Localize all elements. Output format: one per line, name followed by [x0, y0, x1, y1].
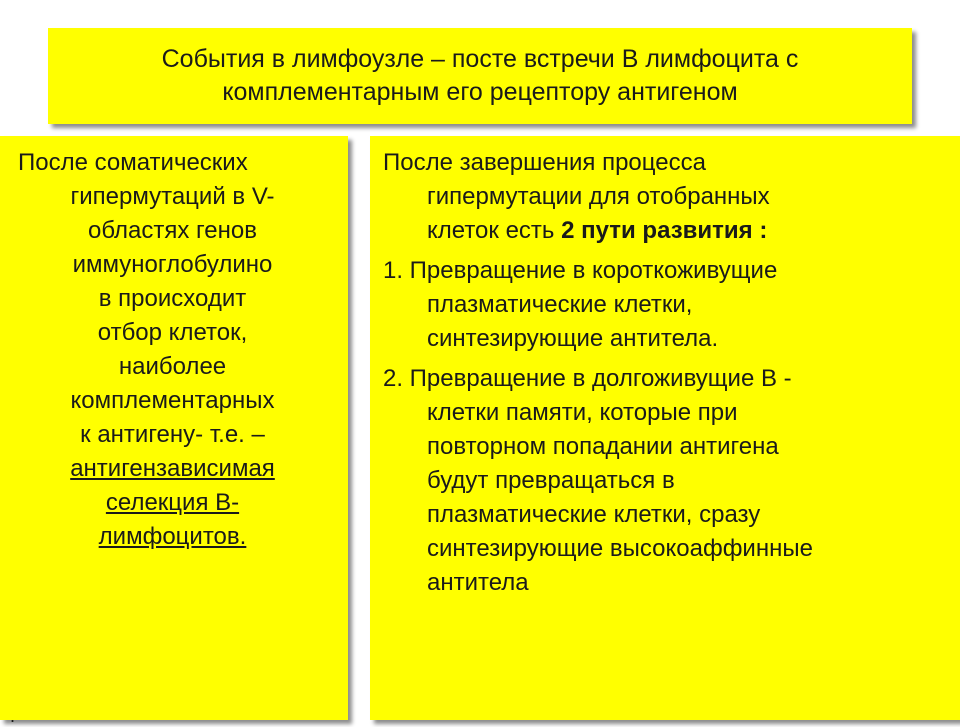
- left-line: к антигену- т.е. –: [80, 421, 265, 448]
- left-underlined-line: селекция В-: [105, 489, 240, 516]
- left-underlined-line: лимфоцитов.: [98, 523, 247, 550]
- left-line: гипермутаций в V-: [70, 183, 275, 210]
- intro-line-prefix: клеток есть: [427, 217, 562, 244]
- title-line-1: События в лимфоузле – посте встречи В лимфоцита с: [161, 45, 799, 73]
- point-1-paragraph: [383, 254, 953, 356]
- left-line: иммуноглобулино: [72, 251, 273, 278]
- left-line: комплементарных: [70, 387, 275, 414]
- left-line: отбор клеток,: [97, 319, 248, 346]
- left-underlined-line: антигензависимая: [70, 455, 275, 482]
- left-line: в происходит: [98, 285, 247, 312]
- intro-paragraph: [383, 146, 953, 248]
- point-2-line: клетки памяти, которые при: [427, 399, 738, 426]
- left-line: наиболее: [118, 353, 227, 380]
- point-2-line: 2. Превращение в долгоживущие В -: [383, 365, 792, 392]
- point-2-line: будут превращаться в: [427, 467, 675, 494]
- left-line: областях генов: [88, 217, 257, 244]
- intro-line: [383, 214, 953, 248]
- intro-line: После завершения процесса: [383, 149, 706, 176]
- point-1-line: плазматические клетки,: [427, 291, 693, 318]
- intro-line: гипермутации для отобранных: [427, 183, 770, 210]
- point-2-line: плазматические клетки, сразу: [427, 501, 761, 528]
- left-panel-text: [10, 146, 335, 554]
- point-2-line: повторном попадании антигена: [427, 433, 779, 460]
- point-2-line: синтезирующие высокоаффинные: [427, 535, 813, 562]
- slide-title: [48, 28, 912, 124]
- right-panel: [370, 136, 960, 720]
- point-2-paragraph: [383, 362, 953, 600]
- point-1-line: 1. Превращение в короткоживущие: [383, 257, 778, 284]
- left-line: После соматических: [18, 149, 248, 176]
- point-2-line: антитела: [427, 569, 529, 596]
- two-paths-emphasis: 2 пути развития :: [561, 217, 768, 244]
- right-panel-text: [383, 146, 953, 606]
- title-line-2: комплементарным его рецептору антигеном: [222, 78, 738, 106]
- stray-dot: .: [10, 706, 16, 726]
- point-1-line: синтезирующие антитела.: [427, 325, 719, 352]
- left-panel: [0, 136, 348, 726]
